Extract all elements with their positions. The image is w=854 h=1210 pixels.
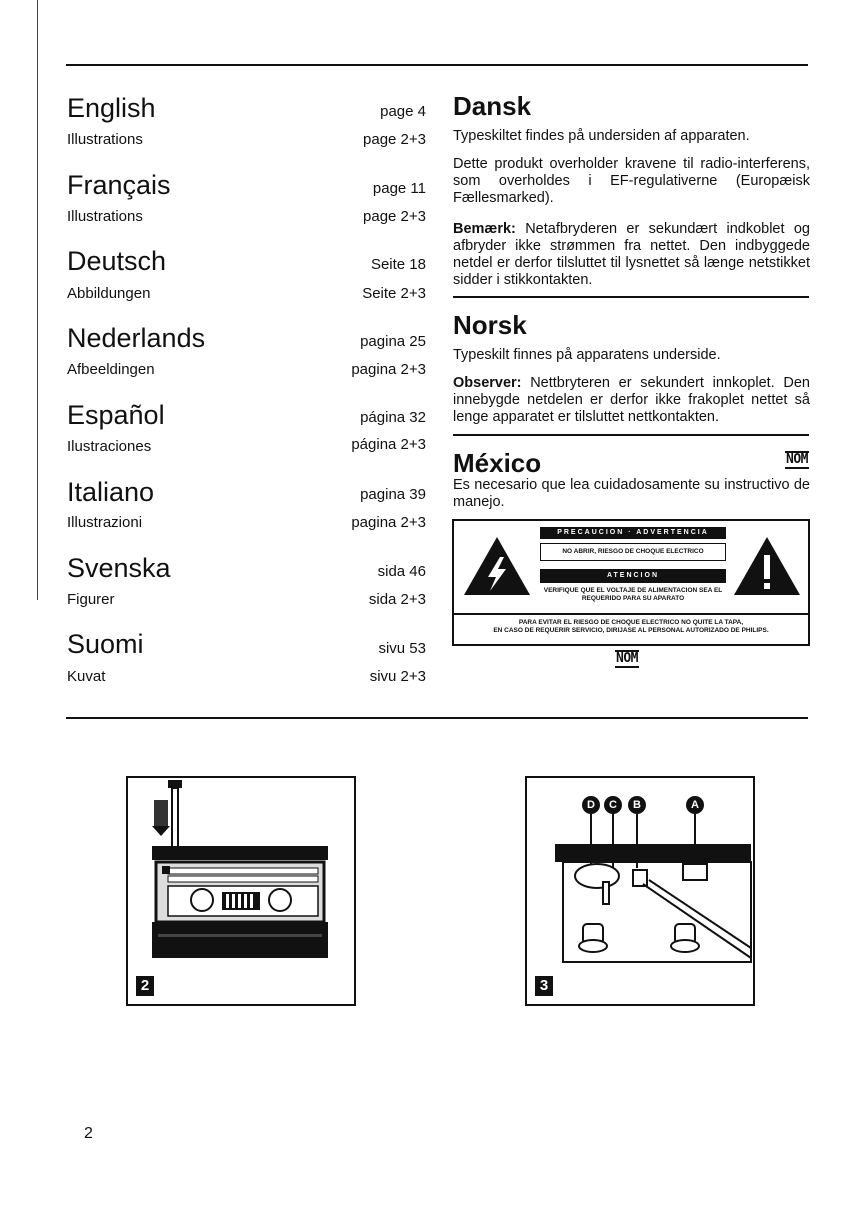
norsk-p2-text: Nettbryteren er sekundert innkoplet. Den innebygde netdelen er derfor ikke frakoplet nettet så lenge apparatet er tilsluttet nettkontakten. <box>453 375 810 425</box>
dansk-title: Dansk <box>453 91 532 121</box>
callout-d: D <box>582 796 600 814</box>
warning-box <box>452 519 810 646</box>
lang-svenska: Svenska <box>67 553 171 583</box>
warning-band-1: PRECAUCION · ADVERTENCIA <box>540 527 726 539</box>
cassette-illustration <box>128 778 354 1004</box>
norsk-p2 <box>453 375 810 426</box>
lang-suomi-sub: Kuvat <box>67 668 106 685</box>
dansk-p2: Dette produkt overholder kravene til radio-interferens, som overholdes i EF-regulativerne (Europæisk Fællesmarked). <box>453 156 810 206</box>
exclamation-warning-icon <box>732 535 802 597</box>
norsk-rule <box>453 434 809 436</box>
dansk-p1: Typeskiltet findes på undersiden af apparaten. <box>453 128 750 144</box>
lang-svenska-illus: sida 2+3 <box>368 591 426 608</box>
figure-3-label: 3 <box>535 976 553 996</box>
margin-line <box>37 0 38 600</box>
page-number: 2 <box>84 1125 93 1142</box>
dansk-p3-label: Bemærk: <box>453 221 516 237</box>
warning-bottom-2: EN CASO DE REQUERIR SERVICIO, DIRIJASE AL PERSONAL AUTORIZADO DE PHILIPS. <box>493 627 769 634</box>
dansk-p3 <box>453 221 810 289</box>
lang-english-illus: page 2+3 <box>363 131 426 148</box>
warning-band-2: ATENCION <box>540 569 726 583</box>
lang-francais-page: page 11 <box>372 180 426 197</box>
lang-english-sub: Illustrations <box>67 131 143 148</box>
lang-italiano: Italiano <box>67 477 155 507</box>
norsk-p2-label: Observer: <box>453 375 522 391</box>
dansk-rule <box>453 296 809 298</box>
lang-svenska-sub: Figurer <box>67 591 115 608</box>
warning-bottom-1: PARA EVITAR EL RIESGO DE CHOQUE ELECTRICO NO QUITE LA TAPA, <box>518 619 744 626</box>
callout-a: A <box>686 796 704 814</box>
lang-deutsch: Deutsch <box>67 246 167 276</box>
top-rule <box>66 64 808 66</box>
lang-suomi-illus: sivu 2+3 <box>369 668 426 685</box>
lang-svenska-page: sida 46 <box>377 563 426 580</box>
lang-deutsch-illus: Seite 2+3 <box>362 285 426 302</box>
lang-deutsch-page: Seite 18 <box>370 256 426 273</box>
dansk-p3-text: Netafbryderen er sekundært indkoblet og afbryder ikke strømmen fra nettet. Den indbyggede netdel er derfor tilsluttet til lysnettet så længe netstikket sidder i stikkontakten. <box>453 221 810 288</box>
lang-espanol-page: página 32 <box>360 409 426 426</box>
warning-bottom <box>454 613 808 635</box>
lang-nederlands-illus: pagina 2+3 <box>351 361 426 378</box>
callout-b: B <box>628 796 646 814</box>
lang-italiano-sub: Illustrazioni <box>67 514 143 531</box>
figure-2 <box>126 776 356 1006</box>
warning-line-1: NO ABRIR, RIESGO DE CHOQUE ELECTRICO <box>540 543 726 561</box>
bottom-rule <box>66 717 808 719</box>
mexico-p1: Es necesario que lea cuidadosamente su instructivo de manejo. <box>453 477 810 510</box>
lang-suomi-page: sivu 53 <box>378 640 426 657</box>
norsk-p1: Typeskilt finnes på apparatens underside. <box>453 347 721 363</box>
figure-2-label: 2 <box>136 976 154 996</box>
lang-francais-illus: page 2+3 <box>363 208 426 225</box>
lang-espanol: Español <box>67 400 165 430</box>
lang-nederlands-sub: Afbeeldingen <box>67 361 155 378</box>
lang-italiano-page: pagina 39 <box>360 486 426 503</box>
lang-suomi: Suomi <box>67 629 144 659</box>
mexico-title: México <box>453 448 542 478</box>
lang-english-page: page 4 <box>380 103 426 120</box>
nom-mark: NOM <box>786 452 808 467</box>
lang-english: English <box>67 93 156 123</box>
lang-italiano-illus: pagina 2+3 <box>351 514 426 531</box>
lang-francais-sub: Illustrations <box>67 208 143 225</box>
norsk-title: Norsk <box>453 310 527 340</box>
lang-francais: Français <box>67 170 171 200</box>
nom-mark-below: NOM <box>616 651 638 666</box>
lang-espanol-illus: página 2+3 <box>351 436 426 453</box>
lightning-warning-icon <box>462 535 532 597</box>
warning-line-2: VERIFIQUE QUE EL VOLTAJE DE ALIMENTACION SEA EL REQUERIDO PARA SU APARATO <box>543 587 723 602</box>
lang-deutsch-sub: Abbildungen <box>67 285 151 302</box>
lang-nederlands-page: pagina 25 <box>360 333 426 350</box>
lang-espanol-sub: Ilustraciones <box>67 438 152 455</box>
figure-3 <box>525 776 755 1006</box>
callout-c: C <box>604 796 622 814</box>
lang-nederlands: Nederlands <box>67 323 206 353</box>
